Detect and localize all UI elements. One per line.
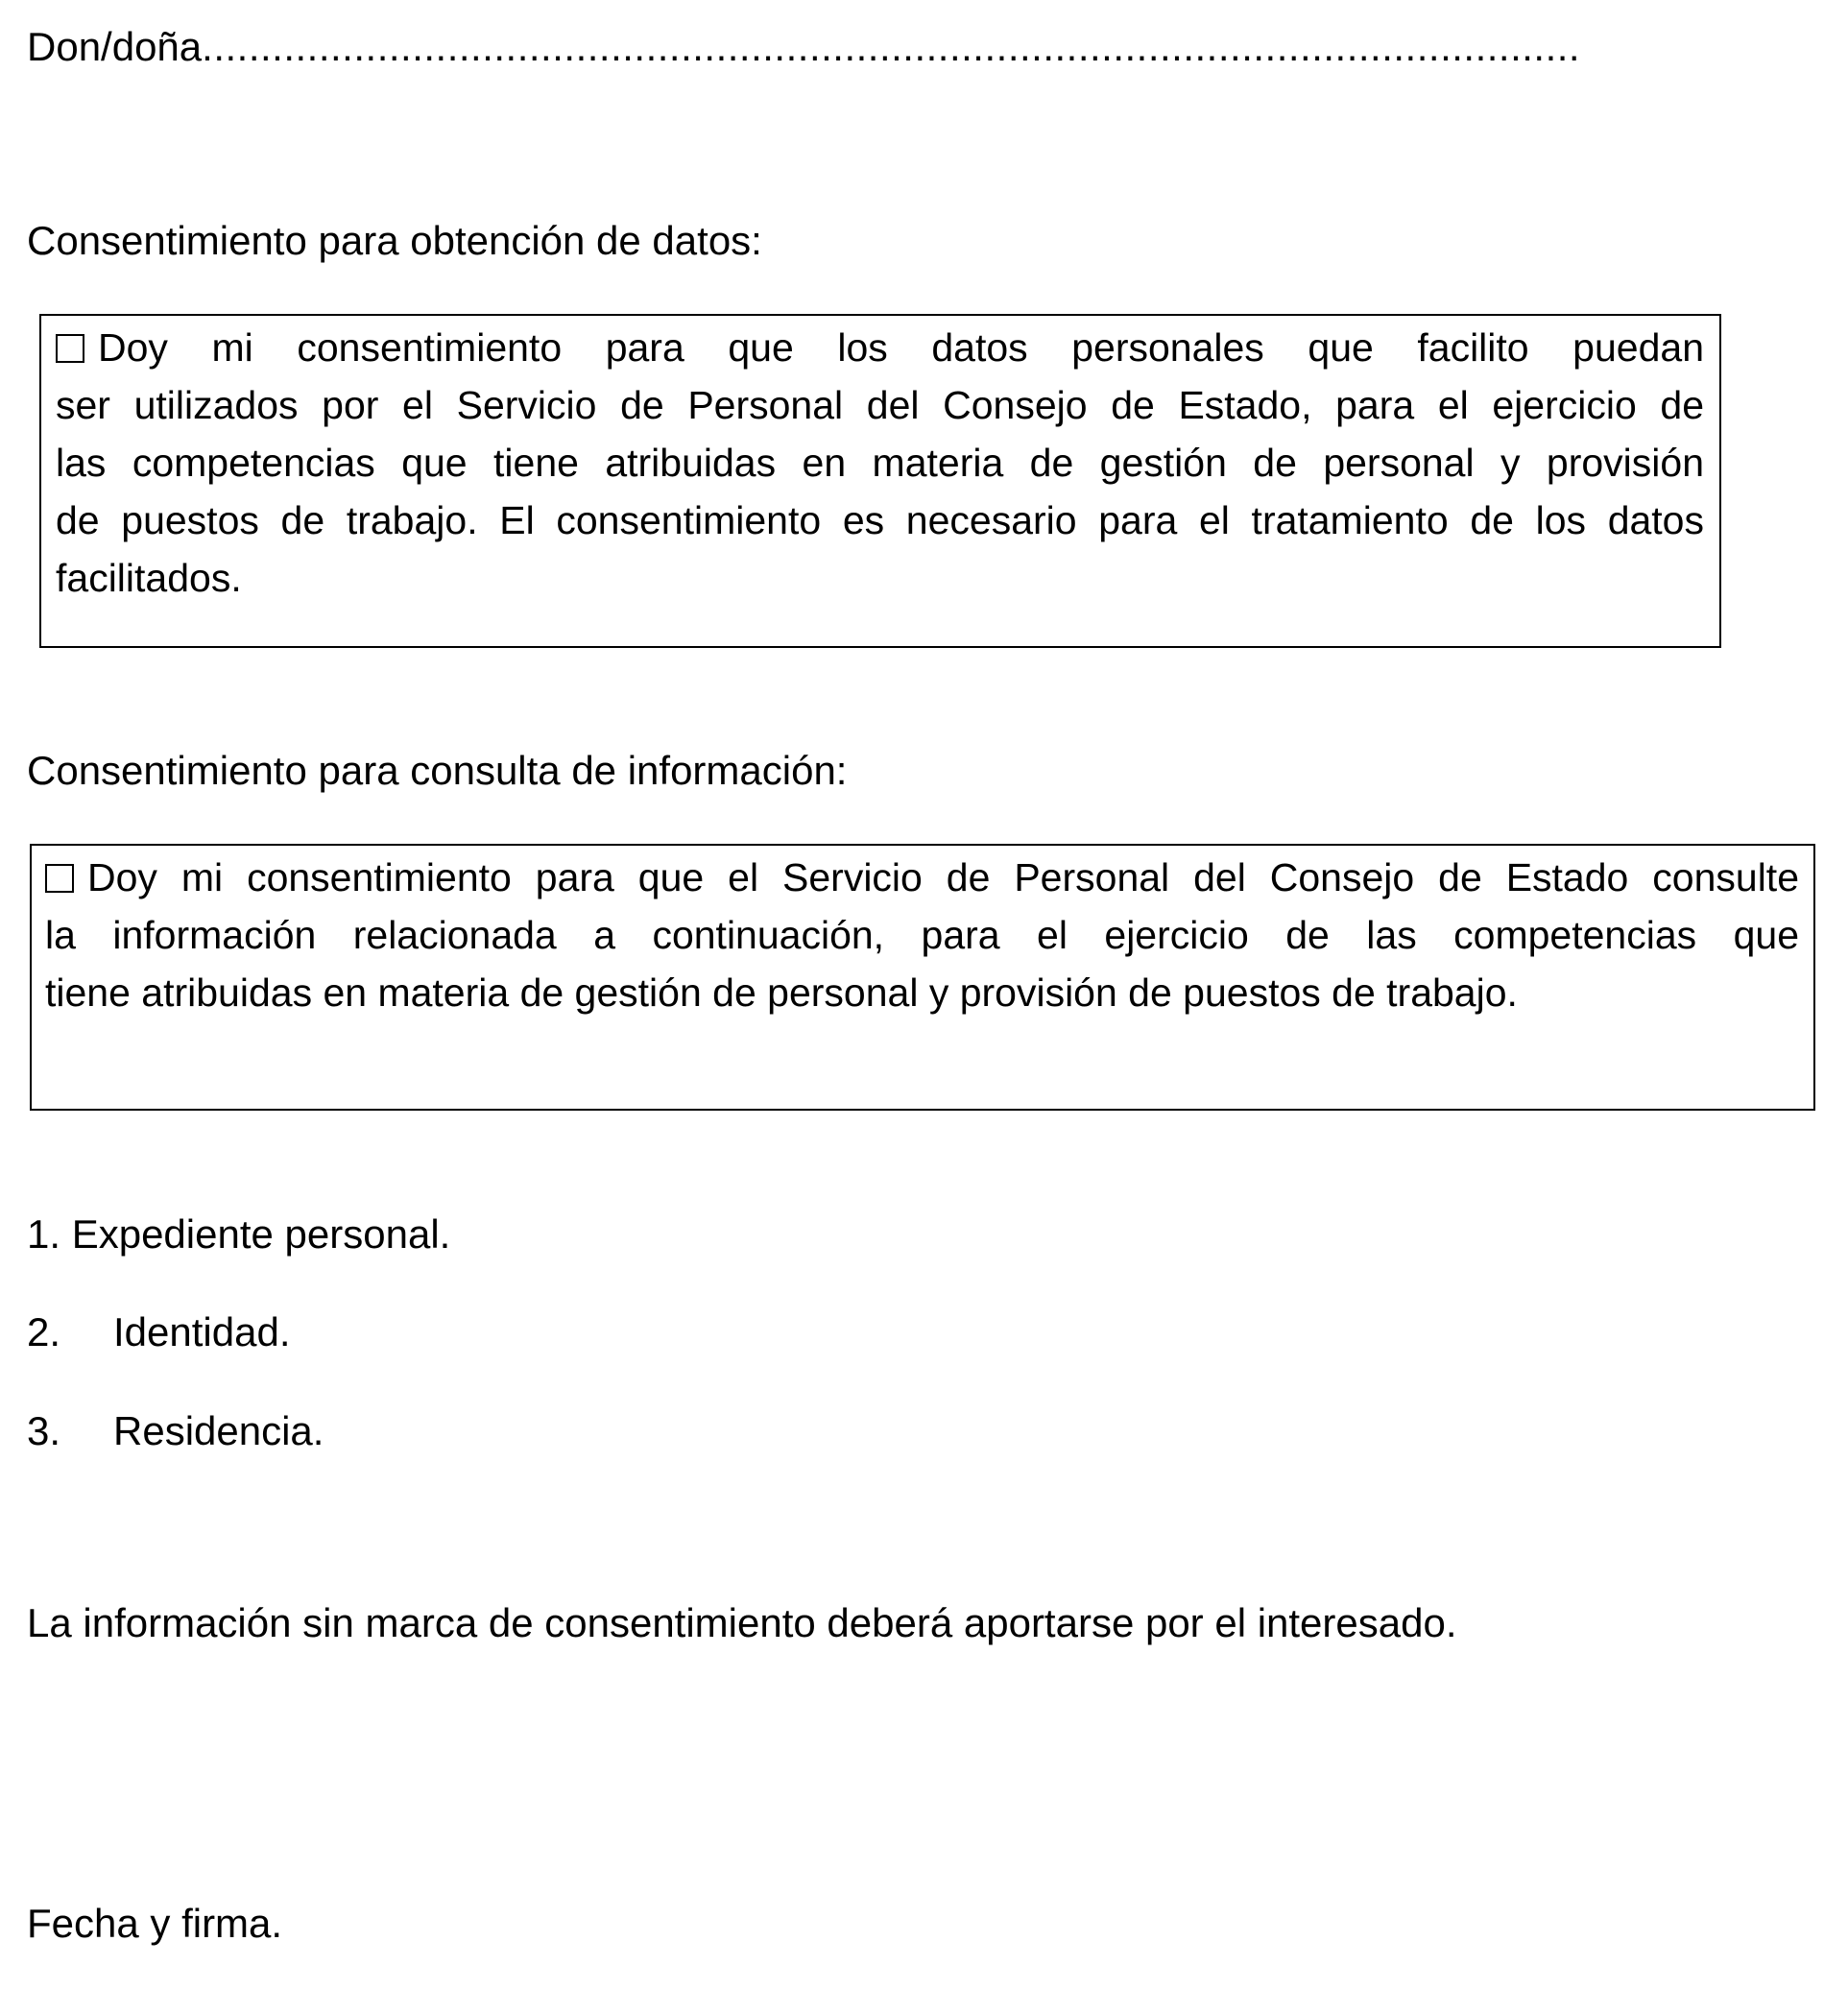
- data-consent-line-3: las competencias que tiene atribuidas en materia de gestión de personal y provisión: [56, 441, 1704, 485]
- data-consent-line-4: de puestos de trabajo. El consentimiento es necesario para el tratamiento de los datos: [56, 498, 1704, 542]
- signature-line: Fecha y firma.: [27, 1901, 283, 1946]
- data-consent-text-1: Doy mi consentimiento para que los datos personales que facilito puedan: [98, 325, 1704, 370]
- name-fill-dots[interactable]: ......................................................................................................................: [202, 24, 1581, 69]
- data-consent-title: Consentimiento para obtención de datos:: [27, 218, 762, 263]
- info-consent-line-2: la información relacionada a continuación, para el ejercicio de las competencias que: [45, 913, 1799, 957]
- list-item-text: Residencia.: [113, 1408, 324, 1453]
- data-consent-line-1: [56, 319, 1704, 376]
- list-item: [27, 1309, 291, 1354]
- data-consent-checkbox[interactable]: [56, 334, 84, 363]
- list-item-text: Expediente personal.: [71, 1211, 451, 1257]
- info-consent-title: Consentimiento para consulta de información:: [27, 748, 848, 793]
- list-item-number: 3.: [27, 1408, 61, 1453]
- list-item-number: 1.: [27, 1211, 61, 1257]
- name-label: Don/doña: [27, 24, 203, 69]
- consent-note: La información sin marca de consentimiento deberá aportarse por el interesado.: [27, 1600, 1457, 1645]
- info-consent-line-1: [45, 849, 1799, 906]
- data-consent-box: [39, 314, 1721, 648]
- list-item: [27, 1211, 451, 1257]
- info-consent-box: [30, 844, 1815, 1111]
- list-item-number: 2.: [27, 1309, 61, 1354]
- data-consent-line-2: ser utilizados por el Servicio de Personal del Consejo de Estado, para el ejercicio de: [56, 383, 1704, 427]
- list-item-text: Identidad.: [113, 1309, 291, 1354]
- info-consent-text-1: Doy mi consentimiento para que el Servicio de Personal del Consejo de Estado consulte: [87, 855, 1799, 899]
- info-consent-checkbox[interactable]: [45, 864, 74, 893]
- list-item: [27, 1408, 324, 1453]
- data-consent-line-5: facilitados.: [56, 556, 242, 600]
- name-line: [27, 24, 1581, 69]
- info-consent-line-3: tiene atribuidas en materia de gestión de personal y provisión de puestos de trabajo.: [45, 971, 1518, 1015]
